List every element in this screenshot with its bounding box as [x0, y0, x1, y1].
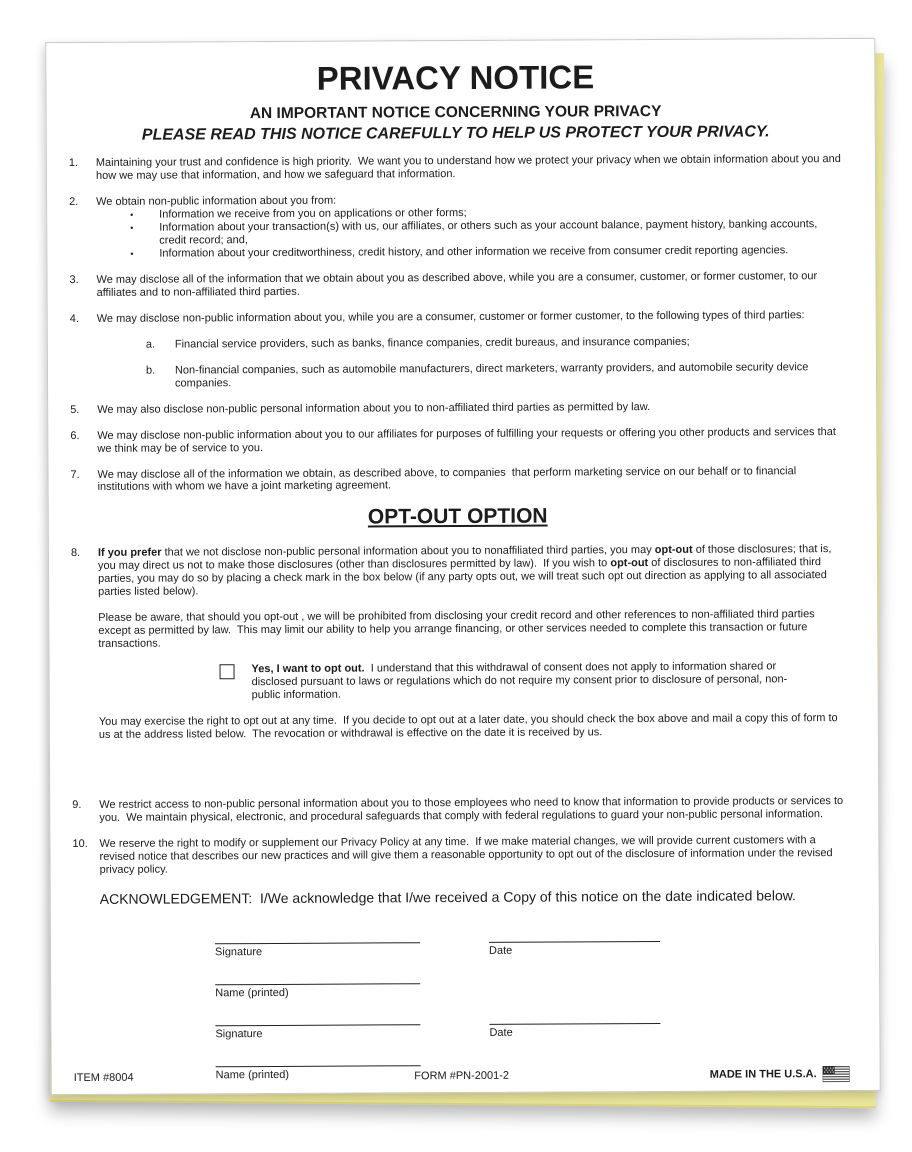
item-text: We reserve the right to modify or supplement our Privacy Policy at any time. If we make material changes, we will provide current customers with a revised notice that describes our new practices and will give them a reasonable opportunity to opt out of the disclosure of information under the revised privacy policy.	[99, 834, 836, 876]
opt-out-checkbox[interactable]	[220, 664, 235, 679]
bullet-text: Information about your creditworthiness, credit history, and other information we receive from consumer credit reporting agencies.	[159, 244, 789, 260]
item-body	[96, 192, 843, 261]
tagline: PLEASE READ THIS NOTICE CAREFULLY TO HELP US PROTECT YOUR PRIVACY.	[141, 123, 770, 144]
signature-label: Name (printed)	[215, 1068, 290, 1082]
item-text: We may disclose all of the information we obtain, as described above, to companies that perform marketing service on our behalf or to financial institutions with whom we have a joint marketing agreement.	[97, 464, 800, 494]
item-body	[97, 426, 844, 456]
item-number: 6.	[70, 429, 80, 442]
date-label: Date	[488, 944, 513, 957]
bold-text: opt-out	[610, 557, 649, 570]
item-number-footer: ITEM #8004	[73, 1071, 134, 1085]
signature-label: Signature	[214, 945, 263, 959]
letter-marker: b.	[145, 364, 156, 377]
acknowledgement-text: ACKNOWLEDGEMENT: I/We acknowledge that I/we received a Copy of this notice on the date indicated below.	[99, 887, 796, 907]
item-text: We obtain non-public information about you from:	[96, 194, 337, 208]
item-text: We may disclose non-public information about you to our affiliates for purposes of fulfilling your requests or offering you other products and services that we think may be of service to you.	[97, 425, 840, 455]
bullet-icon: •	[130, 209, 134, 220]
signature-line-cell	[215, 1024, 420, 1040]
lettered-text: Financial service providers, such as banks, finance companies, credit bureaus, and insurance companies;	[174, 335, 690, 351]
signature-label: Signature	[215, 1027, 263, 1041]
item-body	[98, 543, 846, 742]
bullet-text: Information about your transaction(s) with us, our affiliates, or others such as your account balance, payment history, banking accounts, credit record; and,	[159, 217, 821, 247]
text: I understand that this withdrawal of consent does not apply to information shared or disclosed pursuant to laws or regulations which do not require my consent prior to disclosure of personal, non-public information.	[251, 660, 788, 702]
notice-item-7	[70, 465, 844, 495]
item-number: 7.	[70, 468, 80, 481]
made-in-usa-label: MADE IN THE U.S.A.	[709, 1068, 817, 1081]
text: that we not disclose non-public personal information about you to nonaffiliated third parties, you may	[161, 544, 655, 560]
item-number: 1.	[68, 157, 79, 170]
letter-marker: a.	[145, 338, 156, 351]
item-body	[96, 153, 843, 183]
date-line-cell	[489, 1023, 660, 1039]
notice-item-1	[69, 153, 843, 183]
notice-item-6	[70, 426, 844, 456]
item-number: 5.	[70, 403, 80, 416]
bullet-item	[96, 218, 843, 248]
item-text: Maintaining your trust and confidence is high priority. We want you to understand how we protect your privacy when we obtain information about you and how we may use that information, and how we safeguard that information.	[95, 153, 844, 182]
item-text: We restrict access to non-public personal information about you to those employees who need to know that information to provide products or services to you. We maintain physical, electronic, and procedural safeguards that comply with federal regulations to guard your non-public personal information.	[99, 795, 847, 824]
signature-label: Name (printed)	[215, 986, 289, 1000]
notice-item-5	[70, 400, 844, 417]
page-title: PRIVACY NOTICE	[316, 58, 595, 97]
signature-row	[215, 1022, 847, 1040]
item8-paragraph-1	[98, 543, 845, 599]
notice-items-1-7	[69, 153, 845, 494]
notice-item-10	[72, 834, 846, 877]
bullet-text: Information we receive from you on applications or other forms;	[159, 206, 467, 221]
item8-paragraph-3: You may exercise the right to opt out at any time. If you decide to opt out at a later date, you should check the box above and mail a copy this of form to us at the address listed below. The revocation or withdrawal is effective on the date it is received by us.	[98, 712, 841, 742]
date-label: Date	[489, 1026, 513, 1039]
notice-item-3	[69, 270, 843, 300]
subtitle: AN IMPORTANT NOTICE CONCERNING YOUR PRIVACY	[249, 102, 662, 123]
notice-item-8	[71, 543, 846, 742]
opt-out-heading: OPT-OUT OPTION	[367, 504, 548, 529]
bold-text: opt-out	[654, 544, 693, 557]
item-number: 3.	[69, 273, 79, 286]
item-number: 8.	[70, 547, 81, 560]
item-body	[97, 309, 844, 391]
bullet-item	[96, 244, 843, 261]
item-text: We may disclose all of the information that we obtain about you as described above, while you are a consumer, customer, or former customer, to our affiliates and to non-affiliated third parties.	[96, 269, 821, 299]
bold-text: If you prefer	[97, 547, 162, 560]
item-number: 4.	[69, 312, 79, 325]
item-body	[99, 834, 846, 877]
signature-line-cell	[215, 942, 420, 958]
signature-block	[215, 940, 848, 1081]
item-body	[96, 270, 843, 300]
item8-paragraph-2: Please be aware, that should you opt-out , we will be prohibited from disclosing your credit record and other references to non-affiliated third parties except as permitted by law. This may limit our ability to help you arrange financing, or other services needed to complete this transaction or future transactions.	[98, 608, 818, 651]
bullet-icon: •	[130, 248, 134, 259]
item-number: 9.	[72, 799, 82, 812]
bold-text: Yes, I want to opt out.	[251, 662, 365, 676]
text: of those disclosures; that is, you may direct us not to make those disclosures (other than disclosures permitted by law). If you wish to	[97, 543, 835, 573]
notice-item-9	[72, 795, 846, 825]
lettered-text: Non-financial companies, such as automobile manufacturers, direct marketers, warranty providers, and automobile security device companies.	[174, 360, 812, 390]
notice-item-4	[70, 309, 844, 391]
form-number-footer: FORM #PN-2001-2	[414, 1069, 510, 1083]
lettered-item-a	[97, 335, 844, 352]
privacy-notice-page	[45, 38, 881, 1095]
item-text: We may disclose non-public information about you, while you are a consumer, customer or former customer, to the following types of third parties:	[96, 308, 805, 325]
lettered-item-b	[97, 361, 844, 391]
notice-items-9-10	[72, 795, 846, 877]
notice-item-2	[69, 192, 843, 261]
item-body	[97, 465, 844, 495]
opt-out-row	[220, 660, 846, 702]
us-flag-icon	[823, 1066, 850, 1082]
item-body	[97, 400, 844, 417]
signature-line-cell	[215, 983, 420, 999]
item-number: 10.	[72, 837, 88, 851]
text: of disclosures to non-affiliated third parties, you may do so by placing a check mark in the box below (if any party opts out, we will treat such opt out direction as applying to all associated parties listed below).	[98, 556, 830, 599]
signature-row	[215, 981, 847, 999]
item-text: We may also disclose non-public personal information about you to non-affiliated third parties as permitted by law.	[97, 400, 651, 416]
bullet-icon: •	[130, 222, 134, 233]
date-line-cell	[489, 941, 660, 957]
made-in-usa	[710, 1066, 850, 1083]
signature-row	[215, 940, 847, 958]
opt-out-checkbox-label	[252, 660, 812, 702]
page-footer	[74, 1066, 850, 1086]
item-body	[99, 795, 846, 825]
item-number: 2.	[69, 195, 79, 208]
